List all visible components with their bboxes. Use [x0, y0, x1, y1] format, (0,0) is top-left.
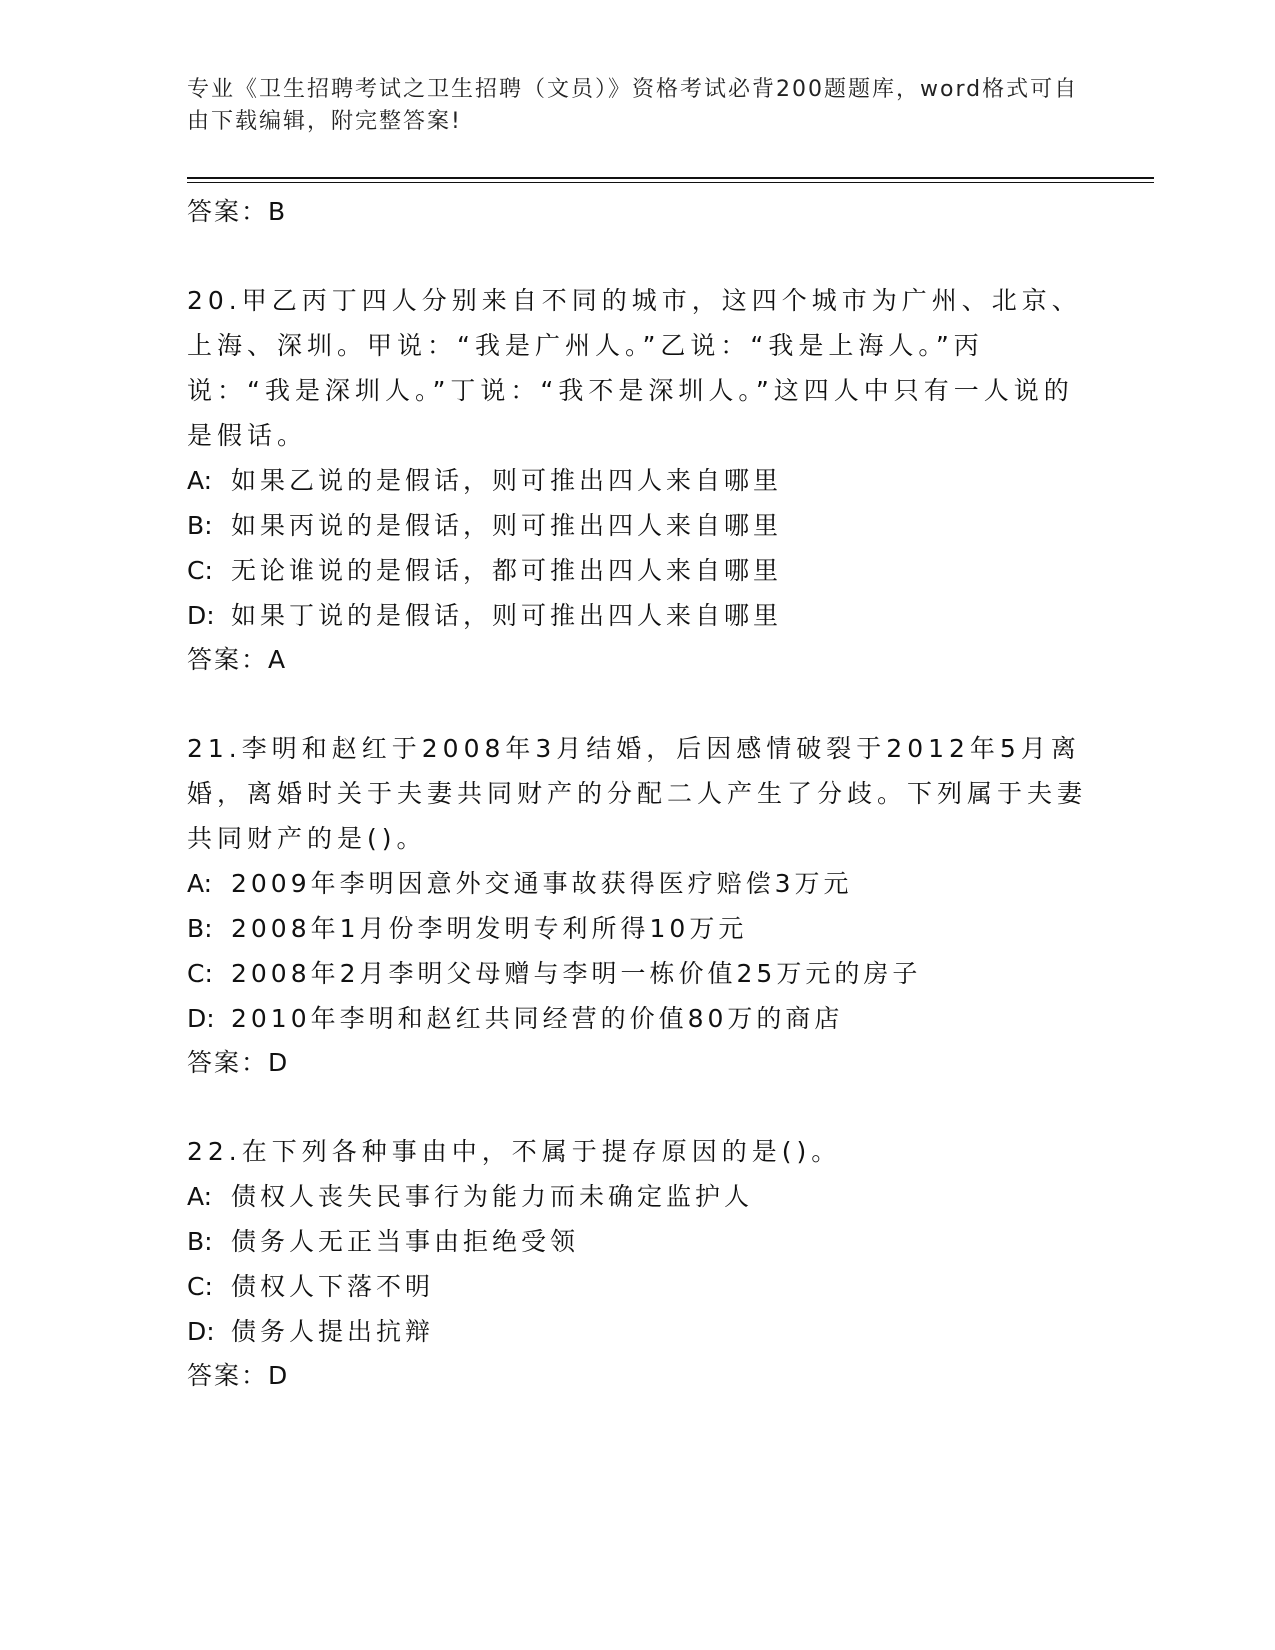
spacer — [187, 682, 1087, 726]
option-text: 2008年2月李明父母赠与李明一栋价值25万元的房子 — [231, 959, 922, 988]
question-block — [187, 278, 1087, 682]
option-letter: A: — [187, 466, 213, 495]
option-text: 无论谁说的是假话，都可推出四人来自哪里 — [231, 556, 783, 585]
header-divider-thin — [187, 182, 1154, 183]
option-text: 2010年李明和赵红共同经营的价值80万的商店 — [231, 1004, 844, 1033]
option-d — [187, 996, 1087, 1041]
previous-answer: 答案：B — [187, 197, 288, 226]
option-letter: D: — [187, 1317, 215, 1346]
question-text: 22.在下列各种事由中，不属于提存原因的是()。 — [187, 1137, 842, 1166]
option-text: 债权人下落不明 — [231, 1272, 435, 1301]
option-a — [187, 458, 1087, 503]
option-text: 2009年李明因意外交通事故获得医疗赔偿3万元 — [231, 869, 853, 898]
option-letter: C: — [187, 556, 213, 585]
option-b — [187, 503, 1087, 548]
option-a — [187, 1174, 1087, 1219]
option-letter: A: — [187, 869, 213, 898]
option-a — [187, 861, 1087, 906]
option-letter: C: — [187, 959, 213, 988]
option-b — [187, 906, 1087, 951]
header-divider-thick — [187, 177, 1154, 179]
question-answer: 答案：D — [187, 1361, 290, 1390]
document-body — [187, 190, 1087, 1398]
question-answer: 答案：D — [187, 1048, 290, 1077]
option-letter: C: — [187, 1272, 213, 1301]
option-text: 债权人丧失民事行为能力而未确定监护人 — [231, 1182, 754, 1211]
option-d — [187, 1309, 1087, 1354]
option-letter: D: — [187, 601, 215, 630]
option-text: 债务人提出抗辩 — [231, 1317, 435, 1346]
option-text: 如果丙说的是假话，则可推出四人来自哪里 — [231, 511, 783, 540]
option-text: 如果丁说的是假话，则可推出四人来自哪里 — [231, 601, 783, 630]
question-block — [187, 1129, 1087, 1398]
option-d — [187, 593, 1087, 638]
option-c — [187, 951, 1087, 996]
option-text: 债务人无正当事由拒绝受领 — [231, 1227, 580, 1256]
option-letter: B: — [187, 1227, 213, 1256]
question-text: 20.甲乙丙丁四人分别来自不同的城市，这四个城市为广州、北京、上海、深圳。甲说：“我是广州人。”乙说：“我是上海人。”丙说：“我是深圳人。”丁说：“我不是深圳人。”这四人中只有一人说的是假话。 — [187, 286, 1082, 450]
option-text: 如果乙说的是假话，则可推出四人来自哪里 — [231, 466, 783, 495]
page-header: 专业《卫生招聘考试之卫生招聘（文员）》资格考试必背200题题库，word格式可自由下载编辑，附完整答案! — [187, 77, 1079, 134]
question-answer: 答案：A — [187, 645, 288, 674]
option-letter: B: — [187, 914, 213, 943]
option-c — [187, 548, 1087, 593]
option-letter: B: — [187, 511, 213, 540]
option-letter: D: — [187, 1004, 215, 1033]
option-text: 2008年1月份李明发明专利所得10万元 — [231, 914, 748, 943]
spacer — [187, 1085, 1087, 1129]
option-c — [187, 1264, 1087, 1309]
option-letter: A: — [187, 1182, 213, 1211]
option-b — [187, 1219, 1087, 1264]
question-block — [187, 726, 1087, 1085]
spacer — [187, 234, 1087, 278]
question-text: 21.李明和赵红于2008年3月结婚，后因感情破裂于2012年5月离婚，离婚时关于夫妻共同财产的分配二人产生了分歧。下列属于夫妻共同财产的是()。 — [187, 734, 1088, 853]
